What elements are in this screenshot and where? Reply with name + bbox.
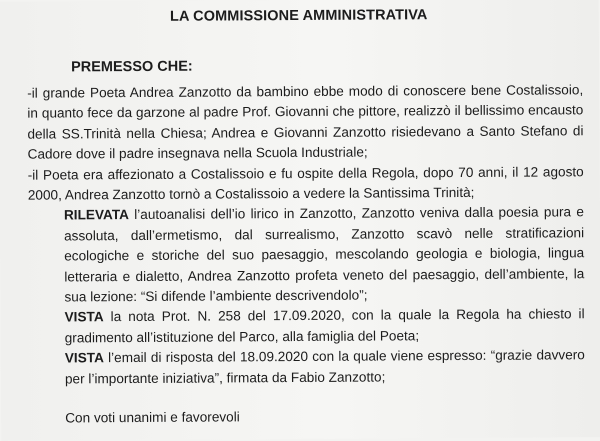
document-title: LA COMMISSIONE AMMINISTRATIVA [169, 7, 428, 25]
rilevata-text: l’autoanalisi dell’io lirico in Zanzotto, Zanzotto veniva dalla poesia pura e assoluta, dall’ermetismo, dal surrealismo, Zanzotto scavò nelle stratificazioni ecologiche e storiche del suo paesaggio, mescolando geologia e biologia, lingua letteraria e dialetto, Andrea Zanzotto profeta veneto del paesaggio, dell’ambiente, la sua lezione: “Si difende l’ambiente descrivendolo”; [64, 204, 585, 305]
vista-2-label: VISTA [64, 350, 104, 366]
rilevata-label: RILEVATA [63, 207, 129, 223]
paragraph-item-2: -il Poeta era affezionato a Costalissoio e fu ospite della Regola, dopo 70 anni, il 12 agosto 2000, Andrea Zanzotto tornò a Costalissoio a vedere la Santissima Trinità; [27, 163, 584, 203]
premesso-heading: PREMESSO CHE: [71, 58, 193, 76]
paragraph-vista-2 [29, 346, 585, 390]
document-body [27, 80, 585, 389]
paragraph-item-1: -il grande Poeta Andrea Zanzotto da bambino ebbe modo di conoscere bene Costalissoio, in quanto fece da garzone al padre Prof. Giovanni che pittore, realizzò il bellissimo encausto della SS.Trinità nella Chiesa; Andrea e Giovanni Zanzotto risiedevano a Santo Stefano di Cadore dove il padre insegnava nella Scuola Industriale; [27, 82, 584, 162]
vista-2-text: l’email di risposta del 18.09.2020 con la quale viene espresso: “grazie davvero per l’importante iniziativa”, firmata da Fabio Zanzotto; [64, 347, 585, 387]
paragraph-rilevata [28, 203, 585, 308]
vista-1-label: VISTA [64, 309, 104, 325]
paragraph-vista-1 [29, 305, 585, 349]
closing-line: Con voti unanimi e favorevoli [65, 409, 240, 426]
vista-1-text: la nota Prot. N. 258 del 17.09.2020, con la quale la Regola ha chiesto il gradimento all’istituzione del Parco, alla famiglia del Poeta; [64, 306, 585, 346]
